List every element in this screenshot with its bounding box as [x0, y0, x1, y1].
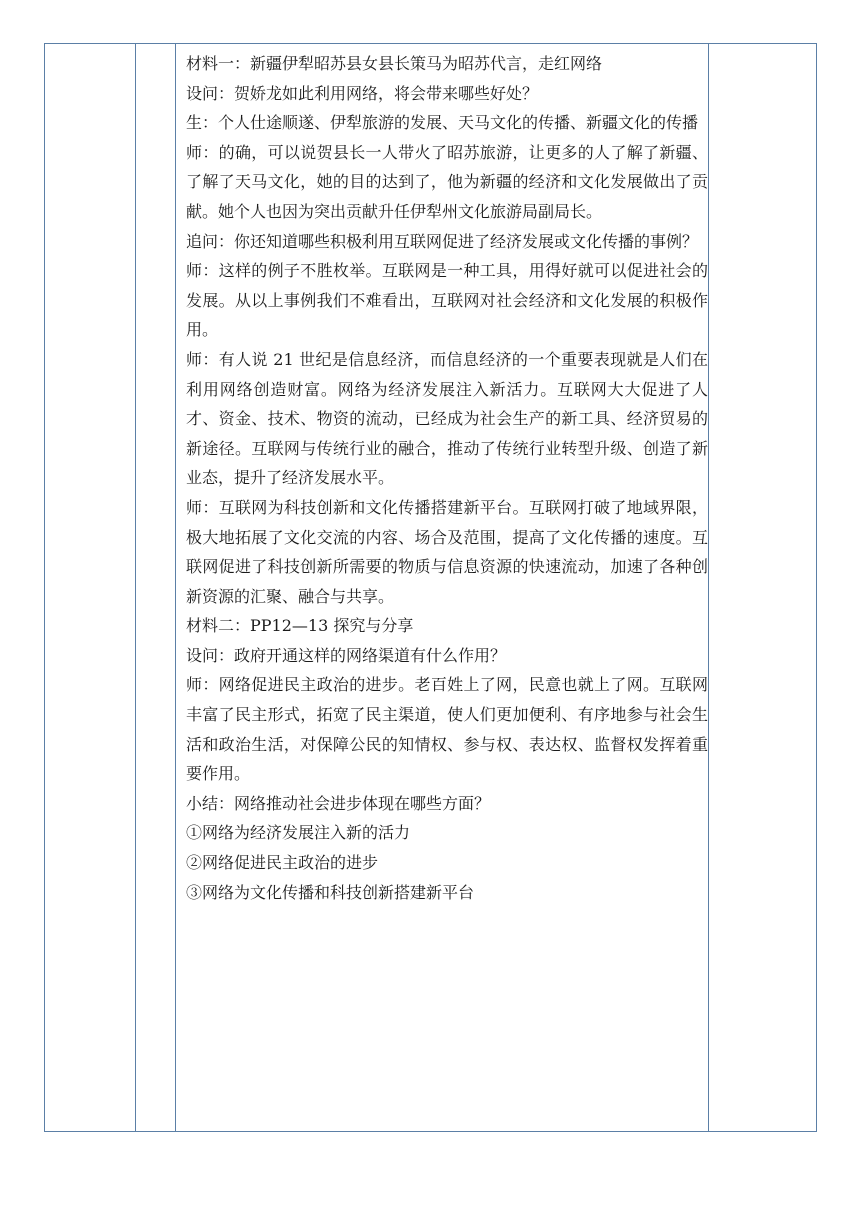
column-divider-2 [175, 44, 176, 1131]
follow-up-question: 追问：你还知道哪些积极利用互联网促进了经济发展或文化传播的事例？ [186, 231, 699, 251]
material-one: 材料一：新疆伊犁昭苏县女县长策马为昭苏代言，走红网络 [186, 54, 603, 73]
column-divider-1 [135, 44, 136, 1131]
teacher-comment-economy: 师：有人说 21 世纪是信息经济，而信息经济的一个重要表现就是人们在利用网络创造财富。网络为经济发展注入新活力。互联网大大促进了人才、资金、技术、物资的流动，已经成为社会生产的新工具、经济贸易的新途径。互联网与传统行业的融合，推动了传统行业转型升级、创造了新业态，提升了经济发展水平。 [186, 349, 708, 488]
summary-point-3: ③网络为文化传播和科技创新搭建新平台 [186, 882, 475, 902]
teaching-process-cell [178, 44, 708, 1131]
summary-question: 小结：网络推动社会进步体现在哪些方面？ [186, 793, 491, 813]
student-answer: 生：个人仕途顺遂、伊犁旅游的发展、天马文化的传播、新疆文化的传播 [186, 113, 699, 133]
teacher-comment-democracy: 师：网络促进民主政治的进步。老百姓上了网，民意也就上了网。互联网丰富了民主形式，拓宽了民主渠道，使人们更加便利、有序地参与社会生活和政治生活，对保障公民的知情权、参与权、表达权、监督权发挥着重要作用。 [186, 675, 708, 784]
teacher-comment-tourism: 师：的确，可以说贺县长一人带火了昭苏旅游，让更多的人了解了新疆、了解了天马文化，她的目的达到了，他为新疆的经济和文化发展做出了贡献。她个人也因为突出贡献升任伊犁州文化旅游局副局长。 [186, 142, 708, 221]
teacher-comment-tool: 师：这样的例子不胜枚举。互联网是一种工具，用得好就可以促进社会的发展。从以上事例我们不难看出，互联网对社会经济和文化发展的积极作用。 [186, 261, 708, 340]
teacher-comment-culture: 师：互联网为科技创新和文化传播搭建新平台。互联网打破了地域界限，极大地拓展了文化交流的内容、场合及范围，提高了文化传播的速度。互联网促进了科技创新所需要的物质与信息资源的快速流动，加速了各种创新资源的汇聚、融合与共享。 [186, 497, 708, 606]
column-divider-3 [708, 44, 709, 1131]
lesson-plan-table [44, 43, 817, 1132]
summary-point-2: ②网络促进民主政治的进步 [186, 853, 379, 873]
question-government: 设问：政府开通这样的网络渠道有什么作用？ [186, 645, 507, 665]
summary-point-1: ①网络为经济发展注入新的活力 [186, 823, 411, 843]
material-two: 材料二：PP12—13 探究与分享 [186, 616, 414, 636]
question-benefits: 设问：贺娇龙如此利用网络，将会带来哪些好处？ [186, 83, 539, 103]
